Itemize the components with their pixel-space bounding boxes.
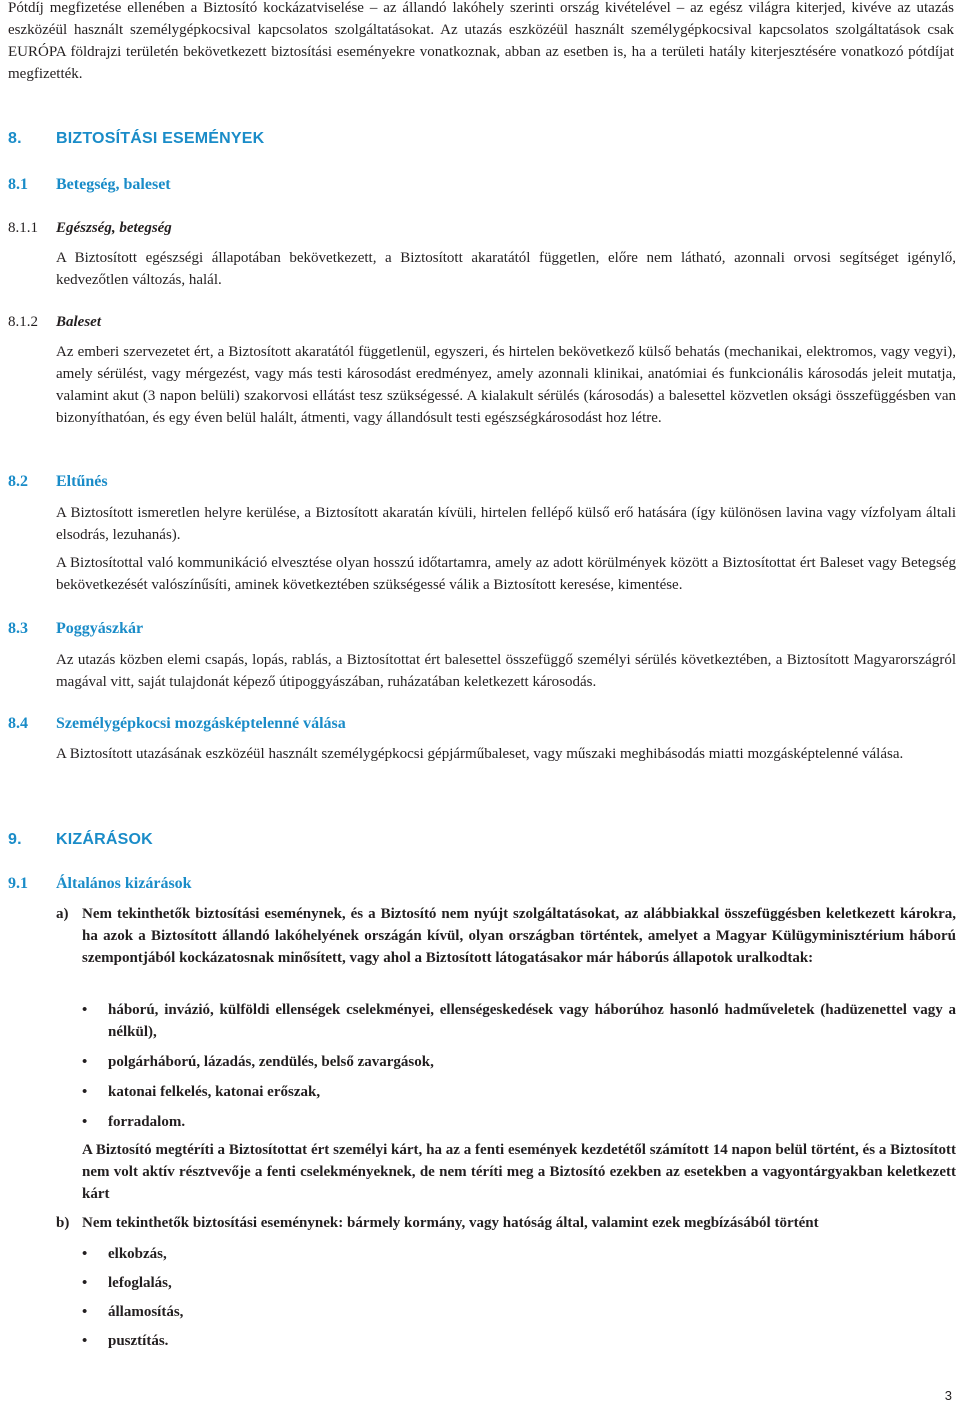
section-8-3-heading: [8, 619, 143, 639]
section-8-number: 8.: [8, 130, 22, 147]
section-8-1-1-text: A Biztosított egészségi állapotában bekövetkezett, a Biztosított akaratától független, előre nem látható, azonnali orvosi segítséget igénylő, kedvezőtlen változás, halál.: [56, 250, 956, 288]
list-item-text: lefoglalás,: [108, 1275, 172, 1291]
section-8-2-text-2: A Biztosítottal való kommunikáció elvesztése olyan hosszú időtartamra, amely az adott körülmények között a Biztosítottat ért Baleset vagy Betegség bekövetkezését valószínűsíti, aminek következtében szükségessé válik a Biztosított keresése, kimentése.: [56, 555, 956, 593]
bullet-icon: •: [82, 1114, 88, 1130]
section-9-heading: [8, 831, 153, 849]
section-8-2-heading: [8, 472, 108, 492]
bullet-icon: •: [82, 1333, 88, 1349]
section-9-1-title: Általános kizárások: [56, 875, 192, 892]
section-8-1-2-heading: [8, 312, 101, 332]
section-8-1-2-text: Az emberi szervezetet ért, a Biztosított akaratától függetlenül, egyszeri, és hirtelen bekövetkező külső behatás (mechanikai, elektromos, vagy vegyi), amely sérülést, vagy mérgezést, vagy más testi károsodást eredményez, amely azonnali klinikai, anatómiai és funkcionális károsodás jeleit mutatja, valamint akut (3 napon belüli) szakorvosi ellátást tesz szükségessé. A kialakult sérülés (károsodás) a balesettel közvetlen oksági összefüggésben van bizonyíthatóan, és egy éven belül halált, átmenti, vagy állandósult testi egészségkárosodást hoz létre.: [56, 344, 956, 426]
bullet-icon: •: [82, 1054, 88, 1070]
section-8-1-number: 8.1: [8, 176, 28, 193]
list-item-text: katonai felkelés, katonai erőszak,: [108, 1084, 321, 1100]
section-8-1-1-heading: [8, 218, 172, 238]
section-8-1-heading: [8, 175, 171, 195]
list-item: [82, 1243, 956, 1265]
list-item-text: elkobzás,: [108, 1246, 167, 1262]
exclusion-b-list: [82, 1243, 956, 1352]
page-number: 3: [944, 1388, 952, 1403]
section-8-1-1-title: Egészség, betegség: [56, 220, 172, 236]
list-item: [82, 1272, 956, 1294]
list-item-text: forradalom.: [108, 1114, 186, 1130]
bullet-icon: •: [82, 1304, 88, 1320]
section-8-title: BIZTOSÍTÁSI ESEMÉNYEK: [56, 130, 265, 147]
list-item: [82, 1301, 956, 1323]
section-8-4-text: A Biztosított utazásának eszközéül használt személygépkocsi gépjárműbaleset, vagy műszaki meghibásodás miatti mozgásképtelenné válása.: [56, 746, 904, 762]
section-9-number: 9.: [8, 831, 22, 848]
section-9-1-heading: [8, 874, 192, 894]
list-item-text: polgárháború, lázadás, zendülés, belső zavargások,: [108, 1054, 434, 1070]
section-8-1-2-title: Baleset: [56, 314, 101, 330]
section-8-1-1-number: 8.1.1: [8, 220, 38, 236]
list-item: [82, 999, 956, 1043]
list-item: [82, 1111, 956, 1133]
section-8-4-title: Személygépkocsi mozgásképtelenné válása: [56, 715, 346, 732]
bullet-icon: •: [82, 1246, 88, 1262]
exclusion-a-list: [82, 999, 956, 1133]
exclusion-b-label: b): [56, 1215, 70, 1231]
bullet-icon: •: [82, 1084, 88, 1100]
exclusion-a-text: Nem tekinthetők biztosítási eseménynek, és a Biztosító nem nyújt szolgáltatásokat, az alábbiakkal összefüggésben keletkezett károkra, ha azok a Biztosított állandó lakóhelyének országán kívül, olyan országban történtek, amelyet a Magyar Külügyminisztérium háború szempontjából kockázatosnak minősített, vagy ahol a Biztosított látogatásakor már háborús állapotok uralkodtak:: [82, 906, 956, 966]
section-8-2-text-1: A Biztosított ismeretlen helyre kerülése, a Biztosított akaratán kívüli, hirtelen fellépő külső erő hatására (így különösen lavina vagy vízfolyam általi elsodrás, lezuhanás).: [56, 505, 956, 543]
section-8-2-title: Eltűnés: [56, 473, 108, 490]
list-item-text: pusztítás.: [108, 1333, 169, 1349]
section-8-2-number: 8.2: [8, 473, 28, 490]
section-8-1-title: Betegség, baleset: [56, 176, 171, 193]
section-8-3-text: Az utazás közben elemi csapás, lopás, rablás, a Biztosítottat ért balesettel összefüggő személyi sérülés következtében, a Biztosított Magyarországról magával vitt, saját tulajdonát képező útipoggyászában, ruházatában keletkezett károsodás.: [56, 652, 956, 690]
exclusion-a-label: a): [56, 906, 69, 922]
list-item: [82, 1051, 956, 1073]
section-8-heading: [8, 130, 264, 148]
bullet-icon: •: [82, 1002, 88, 1018]
list-item-text: államosítás,: [108, 1304, 184, 1320]
bullet-icon: •: [82, 1275, 88, 1291]
section-9-title: KIZÁRÁSOK: [56, 831, 153, 848]
list-item-text: háború, invázió, külföldi ellenségek cselekményei, ellenségeskedések vagy háborúhoz hasonló hadműveletek (hadüzenettel vagy a nélkül),: [108, 1002, 956, 1040]
exclusion-a-after-text: A Biztosító megtéríti a Biztosítottat ért személyi kárt, ha az a fenti események kezdetétől számított 14 napon belül történt, és a Biztosított nem volt aktív résztvevője a fenti cselekményeknek, de nem téríti meg a Biztosító ezekben az esetekben a vagyontárgyakban keletkezett kárt: [82, 1142, 956, 1202]
list-item: [82, 1330, 956, 1352]
section-8-3-number: 8.3: [8, 620, 28, 637]
section-8-3-title: Poggyászkár: [56, 620, 144, 637]
section-8-1-2-number: 8.1.2: [8, 314, 38, 330]
exclusion-b-text: Nem tekinthetők biztosítási eseménynek: bármely kormány, vagy hatóság által, valamint ezek megbízásából történt: [82, 1215, 819, 1231]
section-9-1-number: 9.1: [8, 875, 28, 892]
section-8-4-number: 8.4: [8, 715, 28, 732]
intro-paragraph: Pótdíj megfizetése ellenében a Biztosító kockázatviselése – az állandó lakóhely szerinti ország kivételével – az egész világra kiterjed, kivéve az utazás eszközéül használt személygépkocsival kapcsolatos szolgáltatásokat. Az utazás eszközéül használt személygépkocsival kapcsolatos szolgáltatások csak EURÓPA földrajzi területén bekövetkezett biztosítási eseményekre vonatkoznak, abban az esetben is, ha a területi hatály kiterjesztésére vonatkozó pótdíjat megfizették.: [8, 0, 954, 82]
list-item: [82, 1081, 956, 1103]
section-8-4-heading: [8, 714, 346, 734]
